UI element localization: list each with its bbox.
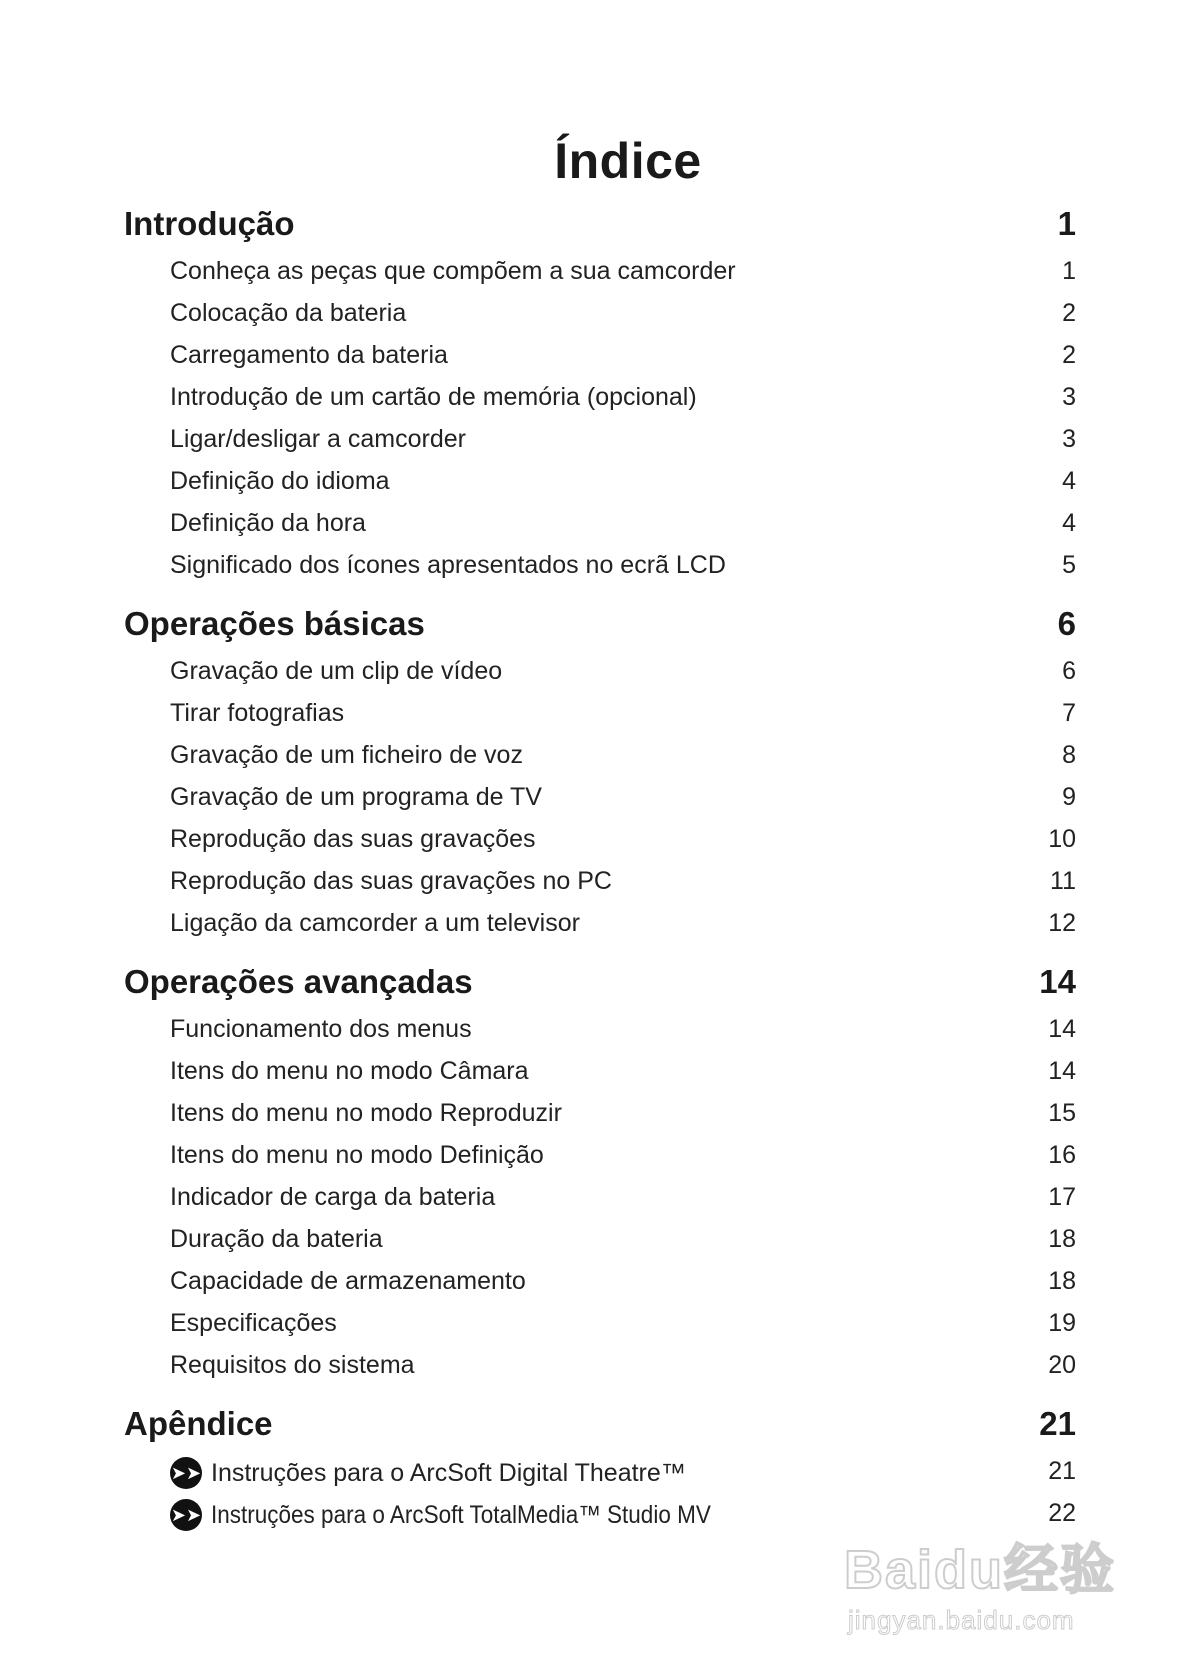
toc-entry-label: Significado dos ícones apresentados no ecrã LCD <box>170 551 726 579</box>
toc-entry-page: 7 <box>1062 699 1076 727</box>
toc-entry-label: Reprodução das suas gravações <box>170 825 536 853</box>
toc-entry-label: Itens do menu no modo Câmara <box>170 1057 529 1085</box>
toc-entry[interactable] <box>170 1492 1076 1534</box>
toc-entry-page: 5 <box>1062 551 1076 579</box>
toc-entry-page: 18 <box>1048 1225 1076 1253</box>
toc-entry-page: 15 <box>1048 1099 1076 1127</box>
toc-entry-page: 20 <box>1048 1351 1076 1379</box>
toc-entry-label: Colocação da bateria <box>170 299 407 327</box>
toc-entry[interactable] <box>170 776 1076 818</box>
toc-entry-page: 2 <box>1062 341 1076 369</box>
toc-entry-label: Tirar fotografias <box>170 699 345 727</box>
toc-entry-page: 17 <box>1048 1183 1076 1211</box>
section-page-number: 14 <box>1039 963 1076 1000</box>
toc-entry-label: Capacidade de armazenamento <box>170 1267 526 1295</box>
toc-entry[interactable] <box>170 1050 1076 1092</box>
table-of-contents <box>124 198 1076 1534</box>
toc-entry[interactable] <box>170 250 1076 292</box>
section-heading-label: Operações avançadas <box>124 963 473 1000</box>
toc-entry[interactable] <box>170 650 1076 692</box>
toc-entry[interactable] <box>170 1218 1076 1260</box>
toc-entry[interactable] <box>170 460 1076 502</box>
toc-entry[interactable] <box>170 1450 1076 1492</box>
toc-entry[interactable] <box>170 1134 1076 1176</box>
toc-entry-label: Gravação de um clip de vídeo <box>170 657 503 685</box>
watermark-logo: Baidu经验 <box>844 1540 1117 1600</box>
toc-entry-page: 22 <box>1048 1499 1076 1527</box>
toc-entry-label: Ligar/desligar a camcorder <box>170 425 466 453</box>
toc-entry-label: Duração da bateria <box>170 1225 383 1253</box>
toc-entry-label: Definição da hora <box>170 509 366 537</box>
toc-entry-label: Itens do menu no modo Definição <box>170 1141 544 1169</box>
toc-entry-page: 14 <box>1048 1015 1076 1043</box>
section-heading[interactable] <box>124 598 1076 650</box>
toc-entry[interactable] <box>170 692 1076 734</box>
toc-entry-page: 12 <box>1048 909 1076 937</box>
toc-entry[interactable] <box>170 502 1076 544</box>
toc-entry-label: Requisitos do sistema <box>170 1351 415 1379</box>
toc-entry[interactable] <box>170 902 1076 944</box>
toc-entry-label: Funcionamento dos menus <box>170 1015 472 1043</box>
toc-entry-label: Indicador de carga da bateria <box>170 1183 496 1211</box>
toc-entry-page: 3 <box>1062 425 1076 453</box>
toc-entry-page: 16 <box>1048 1141 1076 1169</box>
toc-entry[interactable] <box>170 1344 1076 1386</box>
toc-entry-page: 11 <box>1050 867 1076 895</box>
toc-entry-label: Instruções para o ArcSoft TotalMedia™ Studio MV <box>211 1501 711 1529</box>
toc-entry[interactable] <box>170 860 1076 902</box>
toc-entry-label: Introdução de um cartão de memória (opcional) <box>170 383 697 411</box>
toc-entry[interactable] <box>170 376 1076 418</box>
toc-entry-label: Especificações <box>170 1309 337 1337</box>
section-heading-label: Apêndice <box>124 1405 273 1442</box>
section-heading[interactable] <box>124 198 1076 250</box>
section-heading[interactable] <box>124 1398 1076 1450</box>
toc-entry-page: 9 <box>1062 783 1076 811</box>
toc-entry[interactable] <box>170 544 1076 586</box>
toc-entry-page: 3 <box>1062 383 1076 411</box>
toc-entry[interactable] <box>170 1176 1076 1218</box>
toc-entry[interactable] <box>170 1008 1076 1050</box>
page-title: Índice <box>554 132 702 189</box>
toc-section-operacoes-basicas <box>124 598 1076 944</box>
section-heading[interactable] <box>124 956 1076 1008</box>
toc-entry-page: 21 <box>1048 1457 1076 1485</box>
toc-entry-page: 10 <box>1048 825 1076 853</box>
toc-entry-label: Definição do idioma <box>170 467 390 495</box>
toc-entry[interactable] <box>170 292 1076 334</box>
section-page-number: 1 <box>1057 205 1076 242</box>
toc-entry[interactable] <box>170 334 1076 376</box>
toc-entry-page: 4 <box>1062 467 1076 495</box>
toc-entry-label: Itens do menu no modo Reproduzir <box>170 1099 562 1127</box>
toc-entry-label: Reprodução das suas gravações no PC <box>170 867 612 895</box>
toc-entry-page: 19 <box>1048 1309 1076 1337</box>
toc-entry[interactable] <box>170 1092 1076 1134</box>
toc-entry[interactable] <box>170 1302 1076 1344</box>
toc-entry-label: Gravação de um programa de TV <box>170 783 542 811</box>
toc-section-introducao <box>124 198 1076 586</box>
arrow-bullet-icon: ➤➤ <box>170 1457 202 1489</box>
toc-entry-page: 2 <box>1062 299 1076 327</box>
toc-entry-page: 4 <box>1062 509 1076 537</box>
toc-entry-label: Ligação da camcorder a um televisor <box>170 909 580 937</box>
toc-entry[interactable] <box>170 1260 1076 1302</box>
toc-section-apendice <box>124 1398 1076 1534</box>
toc-entry-page: 1 <box>1062 257 1076 285</box>
section-heading-label: Operações básicas <box>124 605 425 642</box>
toc-entry[interactable] <box>170 734 1076 776</box>
toc-entry-page: 18 <box>1048 1267 1076 1295</box>
toc-entry-label: Instruções para o ArcSoft Digital Theatre™ <box>211 1459 686 1487</box>
toc-entry[interactable] <box>170 818 1076 860</box>
section-heading-label: Introdução <box>124 205 295 242</box>
baidu-watermark <box>844 1540 1144 1660</box>
toc-section-operacoes-avancadas <box>124 956 1076 1386</box>
toc-entry-label: Carregamento da bateria <box>170 341 448 369</box>
section-page-number: 6 <box>1057 605 1076 642</box>
toc-entry-page: 14 <box>1048 1057 1076 1085</box>
watermark-url: jingyan.baidu.com <box>848 1605 1075 1635</box>
arrow-bullet-icon: ➤➤ <box>170 1499 202 1531</box>
section-page-number: 21 <box>1039 1405 1076 1442</box>
toc-entry-page: 6 <box>1062 657 1076 685</box>
toc-entry-page: 8 <box>1062 741 1076 769</box>
toc-entry-label: Gravação de um ficheiro de voz <box>170 741 523 769</box>
toc-entry[interactable] <box>170 418 1076 460</box>
toc-entry-label: Conheça as peças que compõem a sua camcorder <box>170 257 736 285</box>
